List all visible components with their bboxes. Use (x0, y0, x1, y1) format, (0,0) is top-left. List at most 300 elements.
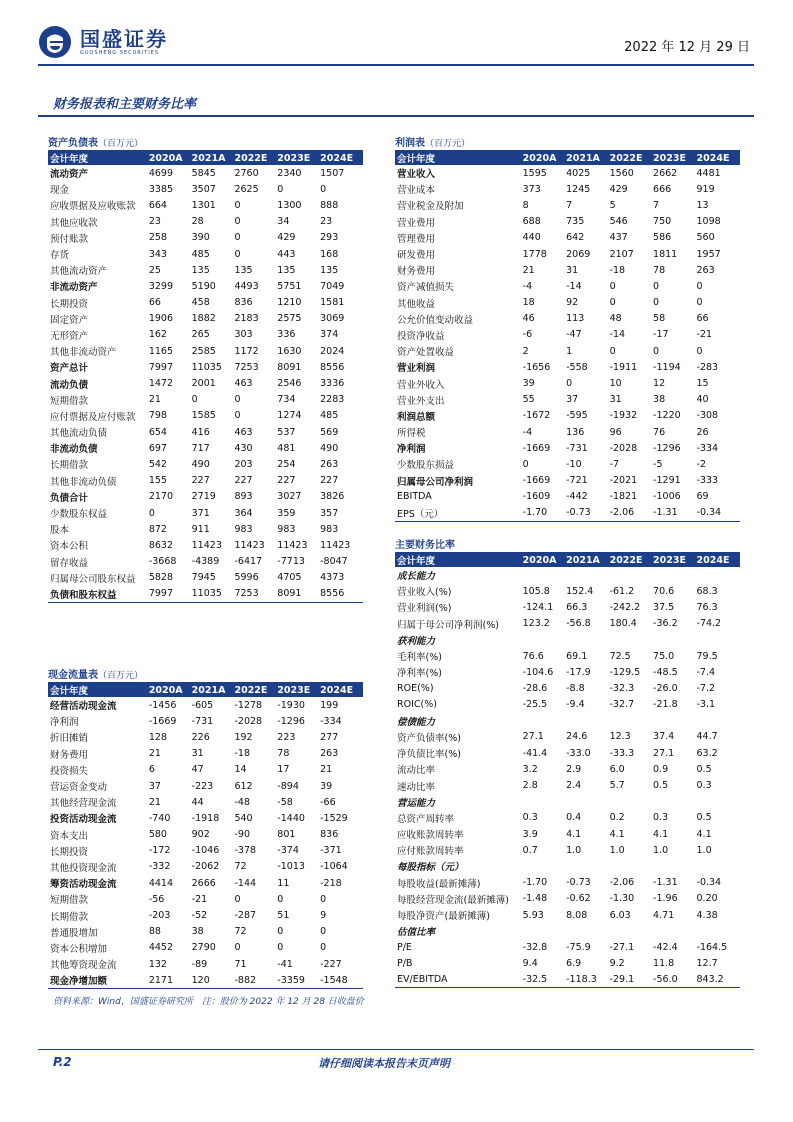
value-cell (653, 713, 696, 729)
value-cell: 68.3 (696, 585, 718, 597)
header-label-cell: 会计年度 (395, 151, 523, 165)
value-cell: 0 (522, 458, 529, 470)
value-cell: 0 (148, 507, 155, 519)
value-cell: -1529 (320, 812, 348, 824)
value-cell: 4414 (148, 877, 173, 889)
row-label: 资本公积 (50, 541, 89, 553)
row-label: 总资产周转率 (397, 813, 455, 825)
value-cell: 7997 (149, 586, 192, 602)
row-label: 财务费用 (397, 266, 436, 278)
value-cell: -1296 (653, 442, 681, 454)
value-cell: 7945 (191, 572, 216, 584)
company-logo (38, 22, 168, 62)
value-cell: -124.1 (522, 601, 554, 613)
value-cell: 0 (696, 345, 703, 357)
table-row (395, 875, 740, 891)
value-cell: -1440 (277, 812, 305, 824)
row-label: 资产减值损失 (397, 282, 455, 294)
value-cell: 3.9 (522, 828, 538, 840)
table-row (395, 197, 740, 213)
value-cell (653, 567, 696, 583)
row-label: ROIC(%) (397, 699, 437, 711)
row-label: 其他流动负债 (50, 428, 108, 440)
value-cell: -2 (696, 458, 706, 470)
row-label: 归属母公司股东权益 (50, 573, 136, 585)
footer-divider (38, 1049, 754, 1050)
header-year-cell: 2023E (277, 683, 320, 697)
table-row (395, 583, 740, 599)
header-year-cell: 2022E (234, 683, 277, 697)
value-cell: 2170 (148, 491, 173, 503)
income-statement-block (395, 137, 740, 522)
value-cell: 263 (320, 748, 339, 760)
row-label: 应收账款周转率 (397, 830, 464, 842)
table-row (395, 359, 740, 375)
value-cell: -21 (696, 329, 713, 341)
value-cell: -1046 (191, 845, 220, 857)
header-year-cell: 2021A (192, 683, 235, 697)
value-cell: 39 (522, 378, 535, 390)
value-cell: 8091 (277, 361, 302, 373)
row-label: 其他非流动资产 (50, 347, 117, 359)
value-cell: 560 (696, 232, 715, 244)
table-row (48, 924, 363, 940)
header-year-cell: 2022E (610, 151, 653, 165)
row-label: 营业收入 (397, 169, 436, 181)
table-row (395, 680, 740, 696)
table-row (395, 375, 740, 391)
value-cell: 31 (191, 748, 204, 760)
value-cell: 46 (522, 313, 535, 325)
value-cell: 416 (191, 426, 210, 438)
table-row (48, 537, 363, 553)
value-cell: 437 (609, 232, 628, 244)
value-cell: 4.1 (609, 828, 625, 840)
value-cell: 39 (320, 780, 333, 792)
value-cell: 1957 (696, 248, 721, 260)
value-cell: -0.34 (697, 505, 740, 521)
value-cell: 105.8 (522, 585, 550, 597)
disclaimer-link: 请仔细阅读本报告末页声明 (318, 1057, 450, 1070)
value-cell: -334 (696, 442, 719, 454)
value-cell: -104.6 (522, 666, 554, 678)
row-label: 长期投资 (50, 298, 89, 310)
value-cell: 0 (191, 394, 198, 406)
value-cell: -0.34 (696, 877, 722, 889)
row-label: 所得税 (397, 428, 426, 440)
value-cell: 3.2 (522, 763, 538, 775)
value-cell: 2625 (234, 183, 259, 195)
value-cell: 888 (320, 199, 339, 211)
value-cell: 6.03 (609, 909, 631, 921)
value-cell: 76 (653, 426, 666, 438)
table-row (48, 197, 363, 213)
value-cell: 47 (191, 764, 204, 776)
value-cell: -8.8 (566, 682, 585, 694)
cash-flow-title: 现金流量表（百万元） (48, 669, 363, 683)
value-cell: 893 (234, 491, 253, 503)
row-label: 长期借款 (50, 911, 89, 923)
value-cell: -595 (566, 410, 588, 422)
row-label: 营运能力 (397, 797, 436, 809)
value-cell: -731 (566, 442, 588, 454)
value-cell: 983 (234, 523, 253, 535)
value-cell: -2028 (234, 715, 263, 727)
value-cell: -32.8 (522, 941, 548, 953)
value-cell: 1882 (191, 313, 216, 325)
table-row (395, 424, 740, 440)
value-cell: 2171 (149, 972, 192, 988)
value-cell: 343 (148, 248, 167, 260)
value-cell: 5828 (148, 572, 173, 584)
table-row (48, 940, 363, 956)
value-cell: 10 (609, 378, 622, 390)
table-row (395, 826, 740, 842)
value-cell: 58 (653, 313, 666, 325)
value-cell: -118.3 (566, 972, 609, 988)
value-cell: 227 (277, 475, 296, 487)
balance-sheet-table (48, 151, 363, 603)
value-cell: -1.70 (523, 505, 566, 521)
value-cell: -32.3 (609, 682, 635, 694)
row-label: 筹资活动现金流 (50, 879, 117, 891)
value-cell: 1.0 (609, 844, 625, 856)
value-cell: 1630 (277, 345, 302, 357)
value-cell: 717 (191, 442, 210, 454)
row-label: EBITDA (397, 491, 432, 503)
value-cell: 227 (234, 475, 253, 487)
table-row (48, 165, 363, 181)
value-cell: 0 (234, 248, 241, 260)
value-cell: 0 (320, 893, 327, 905)
row-label: 负债合计 (50, 492, 89, 504)
value-cell: -1672 (522, 410, 551, 422)
value-cell: 697 (148, 442, 167, 454)
value-cell: -1296 (277, 715, 305, 727)
value-cell: 1098 (696, 216, 721, 228)
value-cell: 336 (277, 329, 296, 341)
row-label: 折旧摊销 (50, 733, 89, 745)
value-cell: 0 (320, 942, 327, 954)
value-cell: 1245 (566, 183, 591, 195)
value-cell: 1300 (277, 199, 302, 211)
value-cell: 11423 (320, 539, 351, 551)
value-cell: 34 (277, 216, 290, 228)
header-year-cell: 2024E (320, 683, 363, 697)
value-cell: -6 (522, 329, 533, 341)
row-label: 其他投资现金流 (50, 862, 117, 874)
value-cell: -2021 (609, 475, 638, 487)
value-cell: -48 (234, 796, 250, 808)
value-cell: -0.73 (566, 505, 609, 521)
value-cell (697, 713, 740, 729)
header-year-cell: 2023E (277, 151, 320, 165)
value-cell: 2024 (320, 345, 345, 357)
table-row (395, 567, 740, 583)
logo-english-name: GUOSHENG SECURITIES (80, 50, 160, 56)
value-cell (566, 923, 609, 939)
value-cell: 0.3 (696, 780, 712, 792)
value-cell: 0.5 (696, 763, 712, 775)
table-row (48, 554, 363, 570)
table-row (48, 424, 363, 440)
value-cell: 1581 (320, 297, 345, 309)
value-cell: 0 (320, 926, 327, 938)
value-cell: -2.06 (609, 877, 635, 889)
value-cell: -333 (696, 475, 719, 487)
row-label: 短期借款 (50, 395, 89, 407)
value-cell: 373 (522, 183, 541, 195)
value-cell: 0 (653, 297, 660, 309)
value-cell: 0.3 (522, 812, 538, 824)
value-cell: 0.9 (653, 763, 669, 775)
value-cell: 203 (234, 458, 253, 470)
value-cell: -1456 (148, 699, 177, 711)
value-cell: 38 (191, 926, 204, 938)
table-row (395, 278, 740, 294)
table-row (395, 891, 740, 907)
value-cell: 0 (609, 297, 616, 309)
value-cell: 0 (277, 942, 284, 954)
value-cell: 11035 (191, 361, 222, 373)
table-row (395, 616, 740, 632)
value-cell: 0.3 (653, 812, 669, 824)
row-label: 留存收益 (50, 557, 89, 569)
value-cell: 2585 (191, 345, 216, 357)
value-cell: 0 (234, 893, 241, 905)
value-cell: 28 (191, 216, 204, 228)
row-label: 其他非流动负债 (50, 476, 117, 488)
row-label: 固定资产 (50, 314, 89, 326)
table-row (395, 599, 740, 615)
value-cell: 490 (191, 458, 210, 470)
value-cell: -1013 (277, 861, 305, 873)
table-row (395, 777, 740, 793)
value-cell: -1.70 (522, 877, 548, 889)
value-cell: 37 (566, 394, 579, 406)
row-label: 负债和股东权益 (48, 586, 149, 602)
value-cell: 135 (277, 264, 296, 276)
row-label: 经营活动现金流 (50, 701, 117, 713)
value-cell: 263 (696, 264, 715, 276)
row-label: 无形资产 (50, 330, 89, 342)
table-row (48, 729, 363, 745)
value-cell: 135 (320, 264, 339, 276)
value-cell: -0.62 (566, 893, 591, 905)
row-label: 获利能力 (397, 635, 436, 647)
row-label: 应付票据及应付账款 (50, 411, 136, 423)
value-cell: 293 (320, 232, 339, 244)
row-label: 归属母公司净利润 (397, 476, 474, 488)
row-label: 每股收益(最新摊薄) (397, 878, 481, 890)
value-cell: 40 (696, 394, 709, 406)
table-row (48, 408, 363, 424)
value-cell: 735 (566, 216, 585, 228)
table-row (48, 843, 363, 859)
value-cell: 3027 (277, 491, 302, 503)
value-cell: 11423 (277, 539, 308, 551)
value-cell: -3359 (277, 972, 320, 988)
header-label-cell: 会计年度 (395, 553, 523, 567)
table-row (395, 907, 740, 923)
value-cell: -27.1 (609, 941, 635, 953)
value-cell: 26 (696, 426, 709, 438)
value-cell: 911 (191, 523, 210, 535)
value-cell: 223 (277, 731, 296, 743)
value-cell: -52 (191, 910, 208, 922)
value-cell (610, 858, 653, 874)
value-cell: 798 (148, 410, 167, 422)
value-cell: 0 (234, 942, 241, 954)
value-cell: 72.5 (609, 650, 631, 662)
value-cell: 1301 (191, 199, 216, 211)
row-label: P/E (397, 941, 412, 953)
row-label: 其他流动资产 (50, 266, 108, 278)
value-cell: 70.6 (653, 585, 675, 597)
value-cell: 263 (320, 458, 339, 470)
row-label: 营业利润(%) (397, 603, 452, 615)
header-year-cell: 2020A (523, 151, 566, 165)
table-row (395, 697, 740, 713)
table-row (395, 810, 740, 826)
table-row (395, 939, 740, 955)
value-cell: 1811 (653, 248, 678, 260)
value-cell: 374 (320, 329, 339, 341)
row-label: 其他经营现金流 (50, 798, 117, 810)
value-cell: -378 (234, 845, 257, 857)
value-cell: 55 (522, 394, 535, 406)
table-row (48, 473, 363, 489)
cash-flow-table (48, 683, 363, 989)
row-label: 利润总额 (397, 411, 436, 423)
value-cell: 27.1 (522, 731, 544, 743)
value-cell: 485 (320, 410, 339, 422)
value-cell: 9 (320, 910, 327, 922)
value-cell: 21 (148, 796, 161, 808)
row-label: 少数股东损益 (397, 460, 455, 472)
value-cell: 902 (191, 829, 210, 841)
value-cell: 983 (320, 523, 339, 535)
value-cell: 586 (653, 232, 672, 244)
value-cell: -7713 (277, 556, 305, 568)
value-cell: 9.2 (609, 958, 625, 970)
table-row (48, 827, 363, 843)
value-cell (653, 923, 696, 939)
value-cell: 3299 (148, 280, 173, 292)
value-cell: -1911 (609, 361, 638, 373)
value-cell: 37.4 (653, 731, 675, 743)
row-label: 公允价值变动收益 (397, 314, 474, 326)
value-cell: 2107 (609, 248, 634, 260)
value-cell: -894 (277, 780, 299, 792)
table-row (48, 697, 363, 713)
value-cell: 303 (234, 329, 253, 341)
value-cell: 4.71 (653, 909, 675, 921)
value-cell: 357 (320, 507, 339, 519)
value-cell: 429 (609, 183, 628, 195)
value-cell: 48 (609, 313, 622, 325)
value-cell: 66.3 (566, 601, 588, 613)
value-cell: -1.48 (522, 893, 548, 905)
value-cell: 17 (277, 764, 290, 776)
logo-name: 国盛证券 (80, 27, 168, 51)
table-row (395, 456, 740, 472)
table-row (48, 295, 363, 311)
value-cell: 128 (148, 731, 167, 743)
value-cell: 458 (191, 297, 210, 309)
value-cell: 2666 (191, 877, 216, 889)
value-cell: -223 (191, 780, 214, 792)
value-cell: -14 (566, 280, 582, 292)
header-year-cell: 2020A (149, 151, 192, 165)
value-cell: 1560 (609, 167, 634, 179)
section-title: 财务报表和主要财务比率 (53, 97, 197, 112)
row-label: 毛利率(%) (397, 652, 442, 664)
value-cell (566, 858, 609, 874)
value-cell: 78 (653, 264, 666, 276)
value-cell: 11 (277, 877, 290, 889)
table-row (48, 570, 363, 586)
value-cell: 6.9 (566, 958, 582, 970)
row-label: EV/EBITDA (395, 972, 523, 988)
value-cell: 0 (566, 378, 573, 390)
row-label: P/B (397, 958, 413, 970)
value-cell: 2790 (191, 942, 216, 954)
value-cell: -1.31 (653, 505, 696, 521)
row-label: 营业利润 (397, 363, 436, 375)
row-label: 股本 (50, 525, 70, 537)
value-cell: 2283 (320, 394, 345, 406)
value-cell: 1172 (234, 345, 259, 357)
value-cell: 836 (320, 829, 339, 841)
value-cell: 2.4 (566, 780, 582, 792)
table-header-row (395, 151, 740, 165)
header-year-cell: 2020A (149, 683, 192, 697)
value-cell: -33.3 (609, 747, 635, 759)
row-label: 现金 (50, 185, 70, 197)
value-cell: -0.73 (566, 877, 591, 889)
value-cell: 79.5 (696, 650, 718, 662)
ratios-block (395, 539, 740, 988)
value-cell: 6.0 (609, 763, 625, 775)
row-label: 资本公积增加 (50, 943, 108, 955)
value-cell: 76.3 (696, 601, 718, 613)
table-header-row (48, 683, 363, 697)
value-cell: 168 (320, 248, 339, 260)
value-cell: 919 (696, 183, 715, 195)
row-label: 现金净增加额 (48, 972, 149, 988)
value-cell: -1669 (522, 475, 551, 487)
value-cell: -4 (522, 280, 533, 292)
value-cell: -442 (566, 491, 588, 503)
value-cell: 7049 (320, 280, 345, 292)
table-row (395, 181, 740, 197)
value-cell: 4452 (148, 942, 173, 954)
value-cell: 4025 (566, 167, 591, 179)
table-row (48, 794, 363, 810)
value-cell: 0 (696, 280, 703, 292)
value-cell: 11035 (192, 586, 235, 602)
value-cell: -7 (609, 458, 620, 470)
value-cell: 2575 (277, 313, 302, 325)
value-cell: -332 (148, 861, 171, 873)
row-label: 短期借款 (50, 895, 89, 907)
row-label: 其他筹资现金流 (50, 960, 117, 972)
table-row (395, 713, 740, 729)
value-cell (566, 794, 609, 810)
value-cell: 664 (148, 199, 167, 211)
value-cell: 0 (653, 345, 660, 357)
